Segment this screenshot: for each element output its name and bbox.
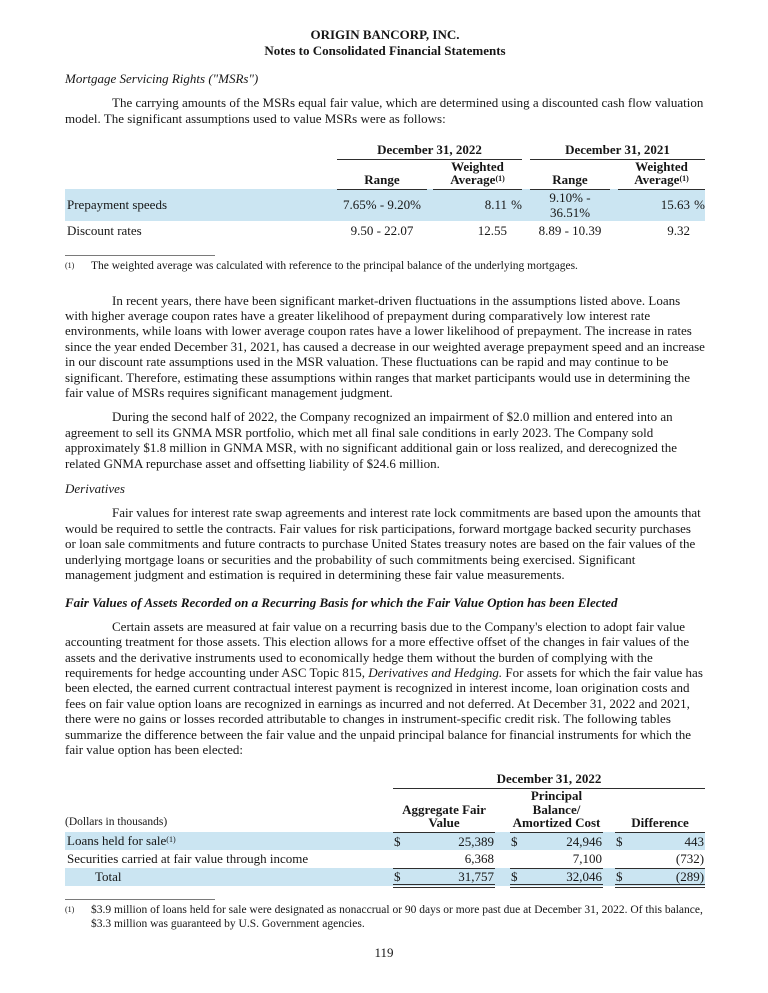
row-label: Total xyxy=(65,868,393,886)
table2-gap xyxy=(603,868,615,886)
company-title: ORIGIN BANCORP, INC. xyxy=(310,27,460,42)
table2-gap xyxy=(495,789,510,833)
table1-subheader-row xyxy=(65,159,705,189)
range-2021-value: 9.10% - 36.51% xyxy=(530,189,610,220)
heading-derivatives: Derivatives xyxy=(65,481,125,496)
table2-gap xyxy=(603,832,615,850)
table1-group-2021: December 31, 2021 xyxy=(530,142,705,159)
table1-gap xyxy=(610,159,618,189)
table1-group-header-row xyxy=(65,142,705,159)
table1-gap xyxy=(522,142,530,159)
footnote-marker: (1) xyxy=(65,905,75,914)
footnote-divider xyxy=(65,899,215,900)
table2-gap xyxy=(603,850,615,868)
range-2022-value: 7.65% - 9.20% xyxy=(337,189,427,220)
table1-empty-cell xyxy=(65,159,337,189)
footnote-text: $3.9 million of loans held for sale were designated as nonaccrual or 90 days or more past due at December 31, 2022. Of this balance, $3.3 million was guaranteed by U.S. Government agencies. xyxy=(91,904,703,930)
table1-range-2021-header: Range xyxy=(530,159,610,189)
weighted-average-2021-value: 15.63 % xyxy=(618,189,705,220)
table1-gap xyxy=(610,189,618,220)
table-row-prepayment-speeds xyxy=(65,189,705,220)
percent-sign: % xyxy=(694,197,705,213)
dollar-sign: $ xyxy=(394,868,401,884)
table2-gap xyxy=(495,868,510,886)
footnote-text: The weighted average was calculated with reference to the principal balance of the underlying mortgages. xyxy=(91,259,578,272)
table1-gap xyxy=(522,221,530,242)
principal-cell: $ 24,946 xyxy=(511,833,602,849)
footnote-ref: (1) xyxy=(166,835,176,845)
fair-value-option-table xyxy=(65,772,705,889)
document-header xyxy=(65,27,705,59)
row-label: Discount rates xyxy=(67,223,142,239)
table-row-loans-held-for-sale xyxy=(65,832,705,850)
heading-fair-value-option: Fair Values of Assets Recorded on a Recurring Basis for which the Fair Value Option has been Elected xyxy=(65,595,618,611)
percent-sign: % xyxy=(511,197,522,213)
paragraph-market-fluctuations: In recent years, there have been significant market-driven fluctuations in the assumptions listed above. Loans with higher average coupon rates have a greater likelihood of prepayment during comparatively low interest rate environments, while loans with lower average coupon rates have a lower likelihood of prepayment. The increase in rates since the year ended December 31, 2021, has caused a decrease in our weighted average prepayment speed and an increase in our discount rate assumptions used in the MSR valuation. These fluctuations can be rapid and may continue to be significant. Therefore, estimating these assumptions within ranges that market participants would use in determining the fair value of MSRs requires significant management judgment. xyxy=(65,292,705,400)
row-label: Loans held for sale$^{(1)}$ xyxy=(65,832,393,850)
table2-group-header-row xyxy=(65,772,705,789)
range-2021-value: 8.89 - 10.39 xyxy=(538,223,602,239)
footnote-ref: (1) xyxy=(679,174,689,184)
inline-italic-citation: Derivatives and Hedging. xyxy=(368,665,503,681)
table-row-discount-rates xyxy=(65,221,705,242)
paragraph-fair-value-election: Certain assets are measured at fair value on a recurring basis due to the Company's election to adopt fair value accounting treatment for those assets. This election allows for a more effective offset of the changes in fair values of the assets and the derivative instruments used to economically hedge them without the burden of complying with the requirements for hedge accounting under ASC Topic 815, Derivatives and Hedging. For assets for which the fair value has been elected, the earned current contractual interest payment is recognized in interest income, loan origination costs and fees on fair value option loans are recognized in earnings as incurred and not deferred. At December 31, 2022 and 2021, there were no gains or losses recorded attributable to changes in instrument-specific credit risk. The following tables summarize the difference between the fair value and the unpaid principal balance for financial instruments for which the fair value option has been elected: xyxy=(65,618,703,758)
row-label: Securities carried at fair value through income xyxy=(67,851,309,867)
paragraph-derivatives-fair-values: Fair values for interest rate swap agreements and interest rate lock commitments are based upon the amounts that would be required to settle the contracts. Fair values for risk participations, forward mortgage backed security purchases or loan sale commitments and future contracts to purchase United States treasury notes are based on the fair values of the underlying mortgage loans or securities and the probability of such commitments being exercised. Significant management judgment and estimation is required in determining these fair value measurements. xyxy=(65,505,701,583)
row-label: Prepayment speeds xyxy=(65,189,337,220)
principal-cell: $ 32,046 xyxy=(510,868,603,886)
table2-column-header-row xyxy=(65,789,705,833)
table-row-total xyxy=(65,868,705,886)
heading-msr: Mortgage Servicing Rights ("MSRs") xyxy=(65,71,259,86)
dollar-sign: $ xyxy=(511,833,518,849)
table-row-securities-fair-value xyxy=(65,850,705,868)
dollar-sign: $ xyxy=(511,868,518,884)
difference-header: Difference xyxy=(615,789,705,833)
table1-gap xyxy=(522,189,530,220)
dollars-in-thousands-note: (Dollars in thousands) xyxy=(65,816,168,828)
paragraph-gnma-impairment: During the second half of 2022, the Company recognized an impairment of $2.0 million and entered into an agreement to sell its GNMA MSR portfolio, which met all final sale conditions in early 2023. The Company sold approximately $1.8 million in GNMA MSR, with no significant additional gain or loss realized, and derecognized the related GNMA repurchase asset and offsetting liability of $24.6 million. xyxy=(65,409,677,471)
difference-cell: (732) xyxy=(615,850,705,868)
document-subtitle: Notes to Consolidated Financial Statements xyxy=(264,43,506,58)
fair-value-cell: 6,368 xyxy=(393,850,495,868)
dollar-sign: $ xyxy=(616,833,623,849)
footnote-divider xyxy=(65,255,215,256)
paragraph-msr-valuation: The carrying amounts of the MSRs equal fair value, which are determined using a discounted cash flow valuation model. The significant assumptions used to value MSRs were as follows: xyxy=(65,95,704,126)
fair-value-cell: $ 25,389 xyxy=(394,833,494,849)
table1-range-2022-header: Range xyxy=(337,159,427,189)
table1-gap xyxy=(610,221,618,242)
dollar-sign: $ xyxy=(394,833,401,849)
table2-group-header: December 31, 2022 xyxy=(393,772,705,789)
msr-assumptions-table xyxy=(65,142,705,241)
table1-weighted-average-2022-header: Weighted Average$^{(1)}$ xyxy=(433,159,522,189)
table1-gap xyxy=(522,159,530,189)
page-number: 119 xyxy=(374,944,394,960)
table2-gap xyxy=(495,850,510,868)
table2-gap xyxy=(495,832,510,850)
fair-value-cell: $ 31,757 xyxy=(393,868,495,886)
table2-empty-cell xyxy=(65,772,393,789)
aggregate-fair-value-header: Aggregate Fair Value xyxy=(393,789,495,833)
footnote-ref: (1) xyxy=(495,174,505,184)
difference-cell: $ (289) xyxy=(615,868,705,886)
weighted-average-2022-value: 8.11 % xyxy=(433,189,522,220)
dollar-sign: $ xyxy=(616,868,623,884)
footnote-marker: (1) xyxy=(65,260,75,270)
footnote-2 xyxy=(65,899,705,931)
table2-gap xyxy=(603,789,615,833)
difference-cell: $ 443 xyxy=(616,833,705,849)
table1-group-2022: December 31, 2022 xyxy=(337,142,522,159)
weighted-average-2021-value: 9.32 xyxy=(667,223,690,239)
table1-empty-cell xyxy=(65,142,337,159)
principal-cell: 7,100 xyxy=(510,850,603,868)
table1-weighted-average-2021-header: Weighted Average$^{(1)}$ xyxy=(618,159,705,189)
footnote-1 xyxy=(65,255,705,273)
principal-balance-header: Principal Balance/ Amortized Cost xyxy=(510,789,603,833)
weighted-average-2022-value: 12.55 xyxy=(477,223,507,239)
range-2022-value: 9.50 - 22.07 xyxy=(350,223,414,239)
